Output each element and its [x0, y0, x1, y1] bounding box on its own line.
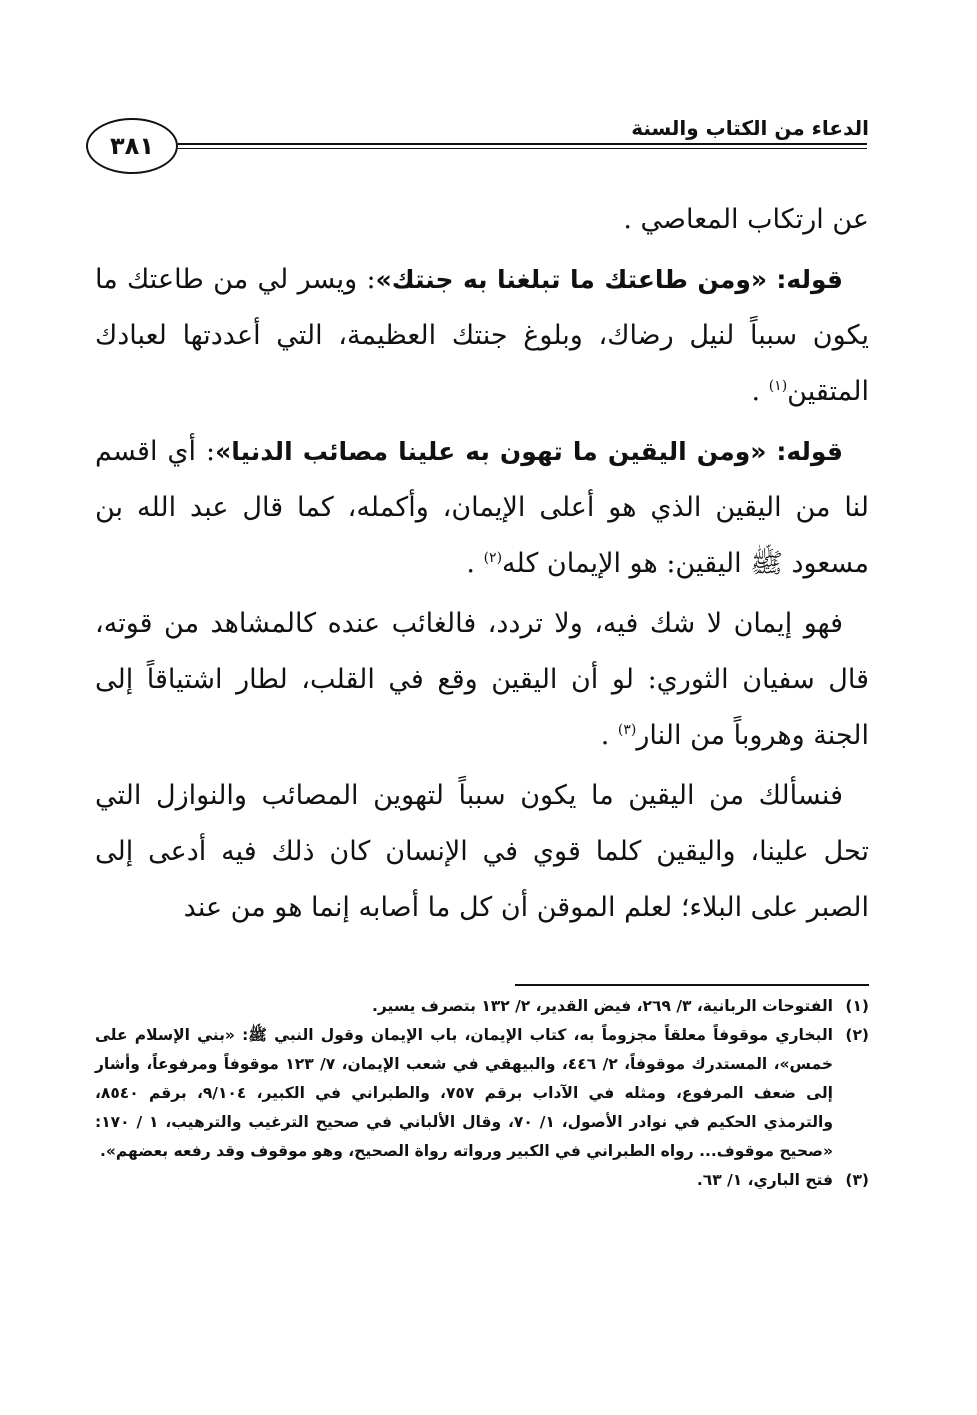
- footnote-text: الفتوحات الربانية، ٣/ ٢٦٩، فيض القدير، ٢/ ١٣٢ بتصرف يسير.: [372, 997, 833, 1015]
- footnote-1: [95, 992, 869, 1021]
- footnote-number: (٢): [845, 1026, 869, 1044]
- paragraph-3-text: : أي اقسم لنا من اليقين الذي هو أعلى الإيمان، وأكمله، كما قال عبد الله بن مسعود ﷺ اليقين: هو الإيمان كله: [95, 436, 869, 579]
- footnote-separator: [515, 984, 869, 986]
- paragraph-5-text: فنسألك من اليقين ما يكون سبباً لتهوين المصائب والنوازل التي تحل علينا، واليقين كلما قوي في الإنسان كان ذلك فيه أدعى إلى الصبر على البلاء؛ لعلم الموقن أن كل ما أصابه إنما هو من عند: [95, 780, 869, 923]
- footnote-text: فتح الباري، ١/ ٦٣.: [696, 1171, 833, 1189]
- paragraph-2-end: .: [751, 376, 769, 407]
- paragraph-2-label: قوله:: [776, 265, 843, 294]
- main-text: [95, 192, 869, 940]
- page-number: ٣٨١: [86, 118, 178, 174]
- paragraph-2-quote: «ومن طاعتك ما تبلغنا به جنتك»: [375, 265, 768, 294]
- footnote-ref-2[interactable]: (٢): [483, 550, 503, 566]
- paragraph-5: [95, 768, 869, 936]
- paragraph-4-end: .: [600, 720, 618, 751]
- footnote-text: البخاري موقوفاً معلقاً مجزوماً به، كتاب الإيمان، باب الإيمان وقول النبي ﷺ: «بني الإسلام على خمس»، المستدرك موقوفاً، ٢/ ٤٤٦، والبيهقي في شعب الإيمان، ٧/ ١٢٣ موقوفاً ومرفوعاً، وأشار إلى ضعف المرفوع، ومثله في الآداب برقم ٧٥٧، والطبراني في الكبير، ٩/١٠٤، برقم ٨٥٤٠، والترمذي الحكيم في نوادر الأصول، ١/ ٧٠، وقال الألباني في صحيح الترغيب والترهيب، ١ / ١٧٠: «صحيح موقوف... رواه الطبراني في الكبير ورواته رواة الصحيح، وهو موقوف وقد رفعه بعضهم».: [95, 1026, 834, 1160]
- footnote-ref-1[interactable]: (١): [768, 378, 788, 394]
- footnotes: [95, 992, 869, 1195]
- footnote-number: (١): [845, 997, 869, 1015]
- paragraph-4-text: فهو إيمان لا شك فيه، ولا تردد، فالغائب عنده كالمشاهد من قوته، قال سفيان الثوري: لو أن اليقين وقع في القلب، لطار اشتياقاً إلى الجنة وهروباً من النار: [95, 608, 869, 751]
- header-rule: [178, 143, 867, 149]
- running-header-title: الدعاء من الكتاب والسنة: [631, 116, 869, 140]
- paragraph-3-label: قوله:: [776, 437, 843, 466]
- paragraph-3: [95, 424, 869, 592]
- paragraph-2: [95, 252, 869, 420]
- footnote-2: [95, 1021, 869, 1166]
- paragraph-2-text: : ويسر لي من طاعتك ما يكون سبباً لنيل رضاك، وبلوغ جنتك العظيمة، التي أعددتها لعبادك المتقين: [95, 264, 869, 407]
- paragraph-3-end: .: [466, 548, 484, 579]
- paragraph-4: [95, 596, 869, 764]
- footnote-ref-3[interactable]: (٣): [617, 722, 637, 738]
- paragraph-1: [95, 192, 869, 248]
- footnote-3: [95, 1166, 869, 1195]
- paragraph-3-quote: «ومن اليقين ما تهون به علينا مصائب الدنيا»: [215, 437, 767, 466]
- footnote-number: (٣): [845, 1171, 869, 1189]
- paragraph-1-text: عن ارتكاب المعاصي .: [623, 204, 869, 235]
